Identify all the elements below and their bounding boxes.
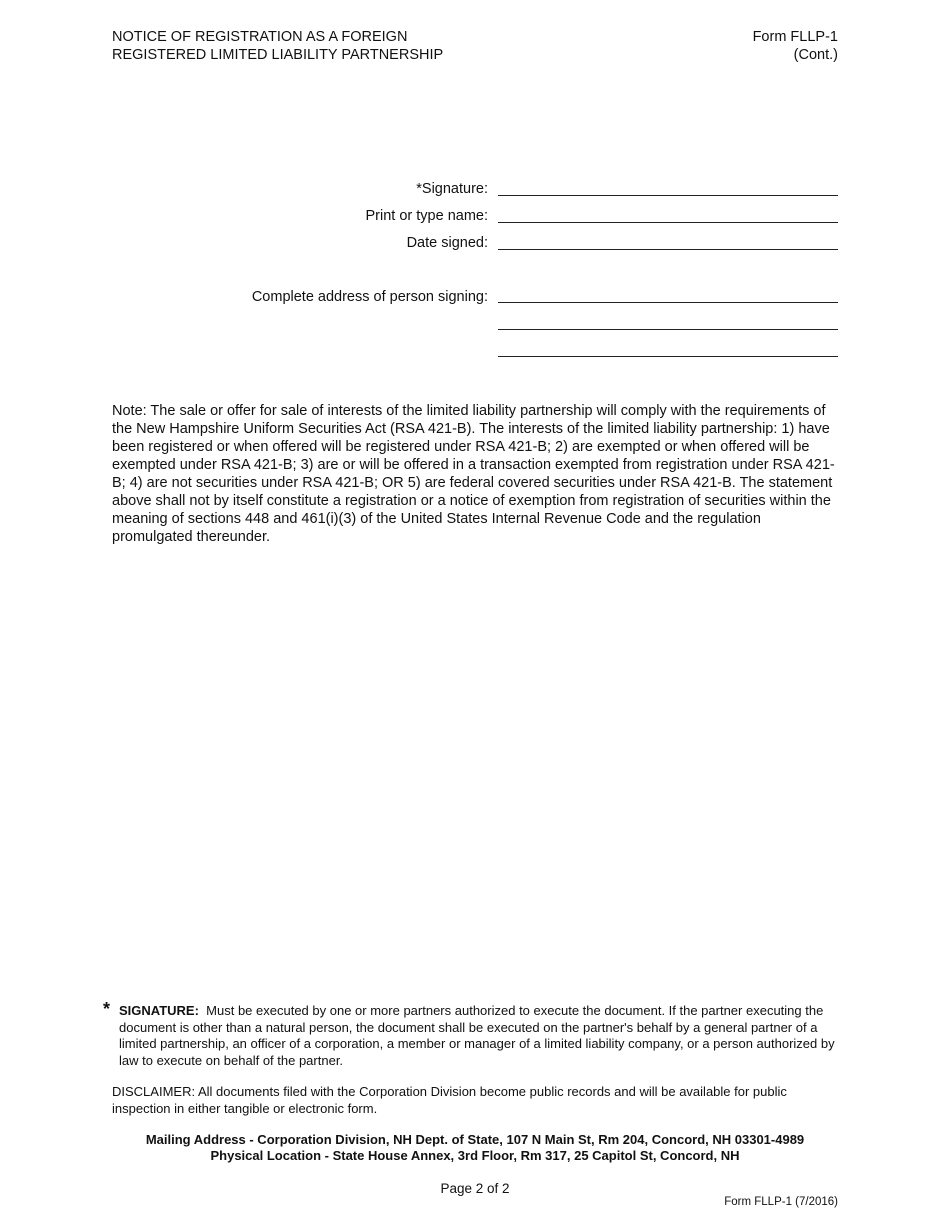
page-number: Page 2 of 2 xyxy=(440,1181,510,1196)
signature-footnote xyxy=(119,1003,843,1069)
continued-label: (Cont.) xyxy=(793,47,838,63)
signature-field[interactable] xyxy=(498,195,838,196)
date-signed-field[interactable] xyxy=(498,249,838,250)
signature-footnote-text: Must be executed by one or more partners authorized to execute the document. If the partner executing the document is other than a natural person, the document shall be executed on the partner's behalf by a general partner of a limited partnership, an officer of a corporation, a member or manager of a limited liability company, or a person authorized by law to execute on behalf of the partner. xyxy=(119,1003,835,1068)
form-title-line-1: NOTICE OF REGISTRATION AS A FOREIGN xyxy=(112,29,408,45)
print-name-label: Print or type name: xyxy=(365,208,488,224)
mailing-address: Mailing Address - Corporation Division, NH Dept. of State, 107 N Main St, Rm 204, Concord, NH 03301-4989 xyxy=(145,1132,805,1147)
form-id: Form FLLP-1 xyxy=(752,29,838,45)
address-line-2[interactable] xyxy=(498,329,838,330)
disclaimer: DISCLAIMER: All documents filed with the Corporation Division become public records and will be available for public inspection in either tangible or electronic form. xyxy=(112,1084,787,1116)
print-name-field[interactable] xyxy=(498,222,838,223)
footnote-star: * xyxy=(103,999,111,1019)
form-footer: Form FLLP-1 (7/2016) xyxy=(724,1196,838,1208)
securities-note: Note: The sale or offer for sale of interests of the limited liability partnership will comply with the requirements of the New Hampshire Uniform Securities Act (RSA 421-B). The interests of the limited liability partnership: 1) have been registered or when offered will be registered under RSA 421-B; 2) are exempted or when offered will be exempted under RSA 421-B; 3) are or will be offered in a transaction exempted from registration under RSA 421-B; 4) are not securities under RSA 421-B; OR 5) are federal covered securities under RSA 421-B. The statement above shall not by itself constitute a registration or a notice of exemption from registration of securities within the meaning of sections 448 and 461(i)(3) of the United States Internal Revenue Code and the regulation promulgated thereunder. xyxy=(112,403,835,545)
address-label: Complete address of person signing: xyxy=(251,289,488,305)
address-line-1[interactable] xyxy=(498,302,838,303)
date-signed-label: Date signed: xyxy=(406,235,488,251)
form-title xyxy=(112,28,443,64)
address-line-3[interactable] xyxy=(498,356,838,357)
signature-label: *Signature: xyxy=(416,181,488,197)
signature-footnote-heading: SIGNATURE: xyxy=(119,1003,199,1018)
form-title-line-2: REGISTERED LIMITED LIABILITY PARTNERSHIP xyxy=(112,47,444,63)
form-id-block xyxy=(753,28,838,64)
physical-location: Physical Location - State House Annex, 3rd Floor, Rm 317, 25 Capitol St, Concord, NH xyxy=(210,1148,740,1163)
